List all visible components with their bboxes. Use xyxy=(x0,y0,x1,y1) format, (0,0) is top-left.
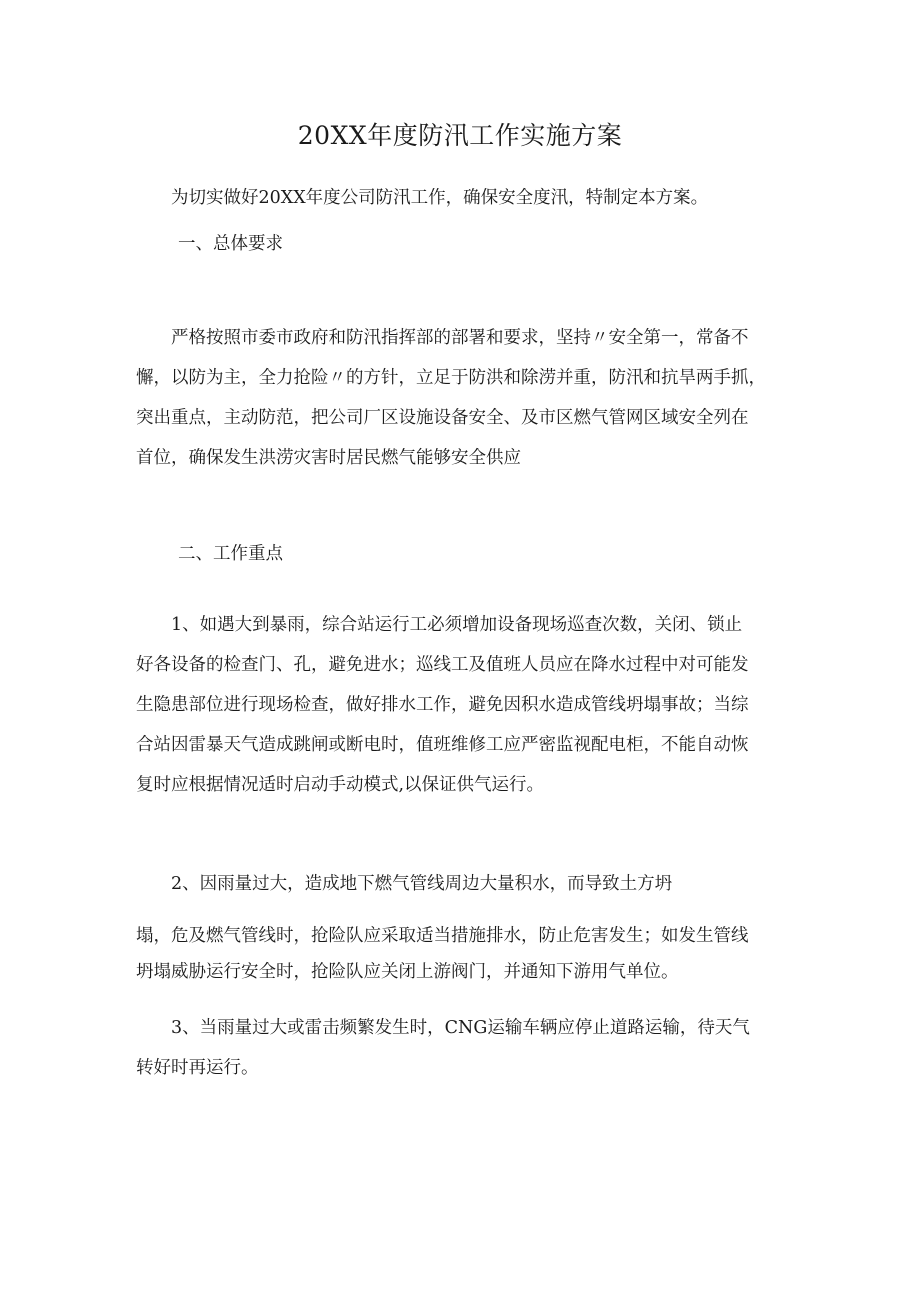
paragraph-line: 懈，以防为主，全力抢险〃的方针，立足于防洪和除涝并重，防汛和抗旱两手抓， xyxy=(136,368,766,388)
intro-paragraph: 为切实做好20XX年度公司防汛工作，确保安全度汛，特制定本方案。 xyxy=(171,188,709,208)
paragraph-line: 2、因雨量过大，造成地下燃气管线周边大量积水，而导致土方坍 xyxy=(171,874,673,894)
paragraph-line: 生隐患部位进行现场检查，做好排水工作，避免因积水造成管线坍塌事故；当综 xyxy=(136,695,749,715)
paragraph-line: 合站因雷暴天气造成跳闸或断电时，值班维修工应严密监视配电柜，不能自动恢 xyxy=(136,735,749,755)
item-2-paragraph xyxy=(136,918,796,990)
paragraph-line: 1、如遇大到暴雨，综合站运行工必须增加设备现场巡查次数，关闭、锁止 xyxy=(171,615,743,635)
paragraph-line: 转好时再运行。 xyxy=(136,1058,259,1078)
item-1-paragraph xyxy=(136,605,796,805)
paragraph-line: 塌，危及燃气管线时，抢险队应采取适当措施排水，防止危害发生；如发生管线 xyxy=(136,926,749,946)
item-3-paragraph xyxy=(136,1008,796,1088)
paragraph-line: 首位，确保发生洪涝灾害时居民燃气能够安全供应 xyxy=(136,448,521,468)
paragraph-line: 好各设备的检查门、孔，避免进水；巡线工及值班人员应在降水过程中对可能发 xyxy=(136,655,749,675)
paragraph-line: 突出重点，主动防范，把公司厂区设施设备安全、及市区燃气管网区域安全列在 xyxy=(136,408,749,428)
section-2-heading: 二、工作重点 xyxy=(178,544,283,564)
document-title: 20XX年度防汛工作实施方案 xyxy=(297,121,623,150)
item-2-first-line xyxy=(136,866,796,902)
paragraph-line: 严格按照市委市政府和防汛指挥部的部署和要求，坚持〃安全第一，常备不 xyxy=(171,328,749,348)
paragraph-line: 3、当雨量过大或雷击频繁发生时，CNG运输车辆应停止道路运输，待天气 xyxy=(171,1018,750,1038)
section-1-heading: 一、总体要求 xyxy=(178,234,283,254)
paragraph-line: 复时应根据情况适时启动手动模式,以保证供气运行。 xyxy=(136,775,545,795)
paragraph-line: 坍塌威胁运行安全时，抢险队应关闭上游阀门，并通知下游用气单位。 xyxy=(136,962,679,982)
section-1-paragraph xyxy=(136,318,796,478)
